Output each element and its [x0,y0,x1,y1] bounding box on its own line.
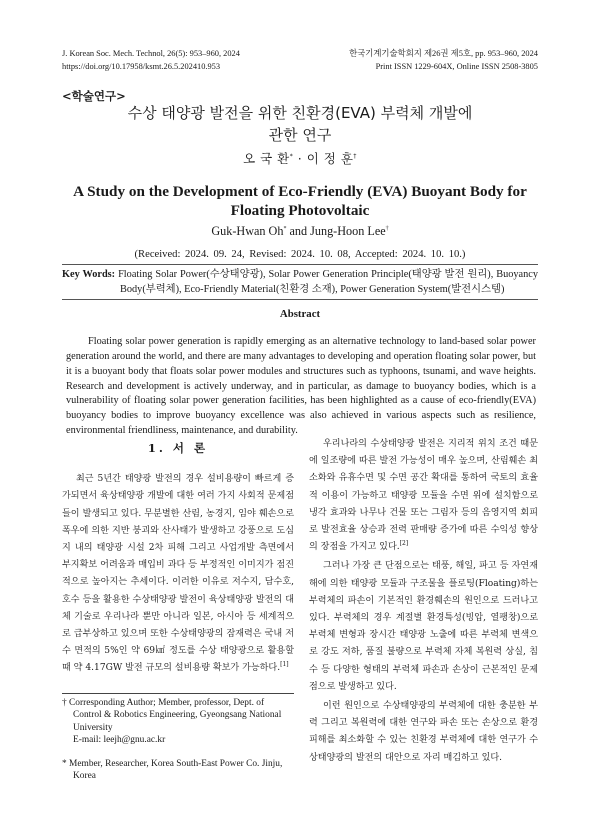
footnote-corresponding-text: † Corresponding Author; Member, professor, Dept. of Control & Robotics Engineering, Gyeongsang National University [62,698,282,733]
intro-paragraph-4: 이런 원인으로 수상태양광의 부력체에 대한 충분한 부력 그리고 복원력에 대한 연구와 파손 또는 손상으로 환경피해를 최소화할 수 있는 친환경 부력체에 대한 연구가 수상태양광의 발전의 대안으로 자리 매김하고 있다. [309,701,538,763]
keywords [62,267,538,297]
korean-title [40,102,560,146]
keywords-text: Floating Solar Power(수상태양광), Solar Power Generation Principle(태양광 발전 원리), Buoyancy Body(부력체), Eco-Friendly Material(친환경 소재), Power Generation System(발전시스템) [118,269,538,295]
footnote-member-text: * Member, Researcher, Korea South-East Power Co. Jinju, Korea [62,759,283,782]
intro-paragraph-1 [62,471,294,677]
author-mark-corresponding: † [353,152,357,160]
english-author-2: Jung-Hoon Lee [310,224,386,238]
korean-title-line1: 수상 태양광 발전을 위한 친환경(EVA) 부력체 개발에 [127,104,473,122]
issn: Print ISSN 1229-604X, Online ISSN 2508-3805 [375,62,538,71]
author-mark-member: * [289,152,294,160]
korean-author-2: 이 정 훈 [306,151,354,166]
korean-authors [0,149,600,167]
footnote-rule [62,693,294,694]
english-authors [0,224,600,239]
received-dates: (Received: 2024. 09. 24, Revised: 2024. 10. 08, Accepted: 2024. 10. 10.) [134,249,466,260]
korean-title-line2: 관한 연구 [268,126,332,144]
author-separator: · [297,151,303,166]
article-category: <학술연구> [62,89,126,103]
journal-citation: J. Korean Soc. Mech. Technol, 26(5): 953–960, 2024 [62,49,240,58]
running-header [62,47,538,73]
keywords-bottom-rule [62,299,538,300]
footnote-member [62,758,294,783]
reference-2[interactable]: [2] [399,540,409,548]
english-title: A Study on the Development of Eco-Friendly (EVA) Buoyant Body for Floating Photovoltaic [73,183,527,219]
keywords-label: Key Words: [62,269,116,280]
right-column [309,436,538,767]
keywords-top-rule [62,264,538,265]
intro-paragraph-2-text: 우리나라의 수상태양광 발전은 지리적 위치 조건 때문에 일조량에 따른 발전 가능성이 매우 높으며, 산림훼손 최소화와 유휴수면 및 수면 공간 확대를 통하여 국토의 효율적 이용이 가능하고 태양광 모듈을 수면 위에 설치함으로 냉각 효과와 나무나 건물 또는 그림자 등의 음영지역 회피로 발전효율 상승과 전력 판매량 증가에 따른 수익성 향상의 장점을 가지고 있다. [309,439,538,553]
english-author-1: Guk-Hwan Oh [211,224,284,238]
left-column [62,436,294,678]
intro-paragraph-2 [309,436,538,556]
abstract-heading: Abstract [279,308,321,320]
intro-paragraph-3: 그러나 가장 큰 단점으로는 태풍, 해일, 파고 등 자연재해에 의한 태양광 모듈과 구조물을 플로팅(Floating)하는 부력체의 파손이 기본적인 환경훼손의 원인으로 드러나고 있다. 부력체의 경우 계절별 환경특성(빙압, 열팽창)으로 부력체 변형과 장시간 태양광 노출에 따른 부력체 변색으로 강도 저하, 품질 불량으로 부력체 자체 복원력 상실, 침수 등 다양한 형태의 부력체 파손과 손상이 근본적인 문제점으로 발생하고 있다. [309,561,538,692]
abstract-text: Floating solar power generation is rapidly emerging as an alternative technology to land-based solar power generation around the world, and there are many advantages to developing and operation floating solar power, but it is a buoyant body that floats solar power modules and structures such as typhoons, tsunami, and wave heights. Research and development is actively underway, and in particular, as damage to buoyancy bodies, which is a vulnerability of floating solar power generation facilities, has been highlighted as a cause of eco-friendly(EVA) buoyancy bodies to improve buoyancy excellence was also achieved in various aspects such as resilience, environmental friendliness, maintenance, and durability. [66,336,536,437]
korean-author-1: 오 국 환 [243,151,290,166]
english-author-mark-member: * [283,225,287,232]
journal-citation-korean: 한국기계기술학회지 제26권 제5호, pp. 953–960, 2024 [349,49,538,58]
english-author-mark-corresponding: † [385,225,389,232]
section-heading-introduction: 1. 서 론 [147,441,209,455]
reference-1[interactable]: [1] [280,661,289,669]
corresponding-email[interactable]: E-mail: leejh@gnu.ac.kr [73,735,166,746]
intro-paragraph-1-text: 최근 5년간 태양광 발전의 경우 설비용량이 빠르게 증가되면서 육상태양광 개발에 대한 여러 가지 사회적 문제점들이 발생되고 있다. 무분별한 산림, 농경지, 임야 훼손으로 폭우에 의한 지반 붕괴와 산사태가 발생하고 강풍으로 도심지 내의 태양광 시설 2차 피해 그리고 사업개발 측면에서 부지확보 어려움과 매입비 과다 등 부정적인 이미지가 점진적으로 높아지는 추세이다. 이러한 이유로 저수지, 담수호, 호수 등을 활용한 수상태양광 발전이 육상태양광 발전의 대체 기술로 우리나라 뿐만 아니라 일본, 아시아 등 세계적으로 급부상하고 있으며 또한 수상태양광의 잠재력은 국내 저수 면적의 5%인 약 69㎢ 정도를 수상 태양광으로 활용할 때 약 4.17GW 발전 규모의 설비용량 확보가 가능하다. [62,474,294,674]
footnote-corresponding [62,697,294,747]
english-author-conjunction: and [289,224,308,238]
doi-link[interactable]: https://doi.org/10.17958/ksmt.26.5.202410.953 [62,62,221,71]
